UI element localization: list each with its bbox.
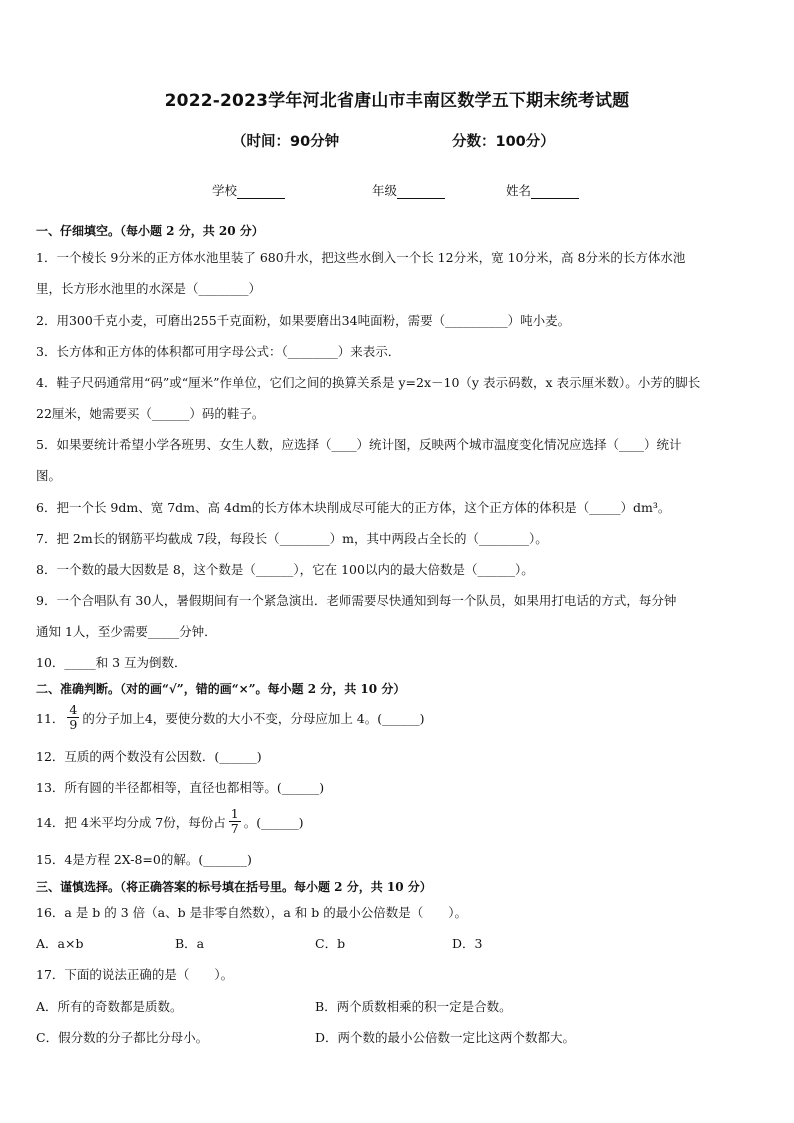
question-17-option-c[interactable]: C．假分数的分子都比分母小。 (36, 1030, 209, 1045)
question-9-line2: 通知 1人，至少需要_____分钟． (36, 624, 217, 639)
question-10: 10．_____和 3 互为倒数． (36, 655, 187, 670)
question-9-line1: 9．一个合唱队有 30人，暑假期间有一个紧急演出．老师需要尽快通知到每一个队员，如果用打电话的方式，每分钟 (36, 593, 677, 608)
fraction-denominator: 9 (69, 717, 78, 732)
grade-blank[interactable] (397, 185, 445, 199)
fraction-1-7 (229, 807, 241, 836)
name-blank[interactable] (531, 185, 579, 199)
fraction-denominator: 7 (230, 821, 239, 836)
question-14-suffix: 。(______) (243, 815, 304, 830)
question-16: 16．a 是 b 的 3 倍（a、b 是非零自然数），a 和 b 的最小公倍数是（ ）。 (36, 905, 467, 920)
grade-label: 年级 (372, 183, 398, 198)
question-14-prefix: 14．把 4米平均分成 7份，每份占 (36, 815, 226, 830)
question-7: 7．把 2m长的钢筋平均截成 7段，每段长（________）m，其中两段占全长的（________）。 (36, 531, 548, 546)
section1-header: 一、仔细填空。（每小题 2 分，共 20 分） (36, 224, 264, 238)
question-3: 3．长方体和正方体的体积都可用字母公式：（________）来表示． (36, 344, 401, 359)
fraction-4-9 (67, 703, 79, 732)
exam-time: （时间：90分钟 (232, 134, 340, 150)
name-field (506, 181, 579, 199)
question-16-option-a[interactable]: A．a×b (36, 936, 84, 951)
question-12: 12．互质的两个数没有公因数．(______) (36, 749, 262, 764)
question-16-option-d[interactable]: D．3 (452, 936, 483, 951)
question-5-line1: 5．如果要统计希望小学各班男、女生人数，应选择（____）统计图，反映两个城市温度变化情况应选择（____）统计 (36, 437, 682, 452)
fraction-numerator: 1 (230, 806, 239, 821)
question-17: 17．下面的说法正确的是（ ）。 (36, 967, 234, 982)
question-13: 13．所有圆的半径都相等，直径也都相等。(______) (36, 780, 325, 795)
name-label: 姓名 (506, 183, 532, 198)
exam-score: 分数：100分） (452, 134, 555, 150)
question-14 (36, 806, 304, 838)
question-6: 6．把一个长 9dm、宽 7dm、高 4dm的长方体木块削成尽可能大的正方体，这个正方体的体积是（_____）dm³。 (36, 500, 671, 515)
school-field (212, 181, 285, 199)
question-17-option-b[interactable]: B．两个质数相乘的积一定是合数。 (315, 999, 512, 1014)
section2-header: 二、准确判断。（对的画“√”，错的画“×”。每小题 2 分，共 10 分） (36, 682, 406, 696)
section3-header: 三、谨慎选择。（将正确答案的标号填在括号里。每小题 2 分，共 10 分） (36, 880, 432, 894)
question-16-option-b[interactable]: B．a (175, 936, 205, 951)
question-11-suffix: 的分子加上4，要使分数的大小不变，分母应加上 4。(______) (82, 711, 425, 726)
question-17-option-a[interactable]: A．所有的奇数都是质数。 (36, 999, 183, 1014)
page-title: 2022-2023学年河北省唐山市丰南区数学五下期末统考试题 (164, 91, 630, 111)
school-blank[interactable] (237, 185, 285, 199)
grade-field (372, 181, 445, 199)
question-5-line2: 图。 (36, 468, 62, 483)
question-1-line2: 里，长方形水池里的水深是（________） (36, 281, 262, 296)
question-8: 8．一个数的最大因数是 8，这个数是（______），它在 100以内的最大倍数是（______）。 (36, 562, 534, 577)
question-11 (36, 702, 425, 734)
question-4-line1: 4．鞋子尺码通常用“码”或“厘米”作单位，它们之间的换算关系是 y=2x－10（y 表示码数，x 表示厘米数）。小芳的脚长 (36, 375, 701, 390)
question-11-prefix: 11． (36, 711, 65, 726)
question-15: 15．4是方程 2X-8=0的解。(_______) (36, 852, 252, 867)
question-16-option-c[interactable]: C．b (315, 936, 346, 951)
question-4-line2: 22厘米，她需要买（______）码的鞋子。 (36, 406, 265, 421)
school-label: 学校 (212, 183, 238, 198)
question-2: 2．用300千克小麦，可磨出255千克面粉，如果要磨出34吨面粉，需要（__________）吨小麦。 (36, 313, 571, 328)
question-17-option-d[interactable]: D．两个数的最小公倍数一定比这两个数都大。 (315, 1030, 576, 1045)
question-1-line1: 1．一个棱长 9分米的正方体水池里装了 680升水，把这些水倒入一个长 12分米，宽 10分米，高 8分米的长方体水池 (36, 250, 686, 265)
fraction-numerator: 4 (69, 702, 78, 717)
